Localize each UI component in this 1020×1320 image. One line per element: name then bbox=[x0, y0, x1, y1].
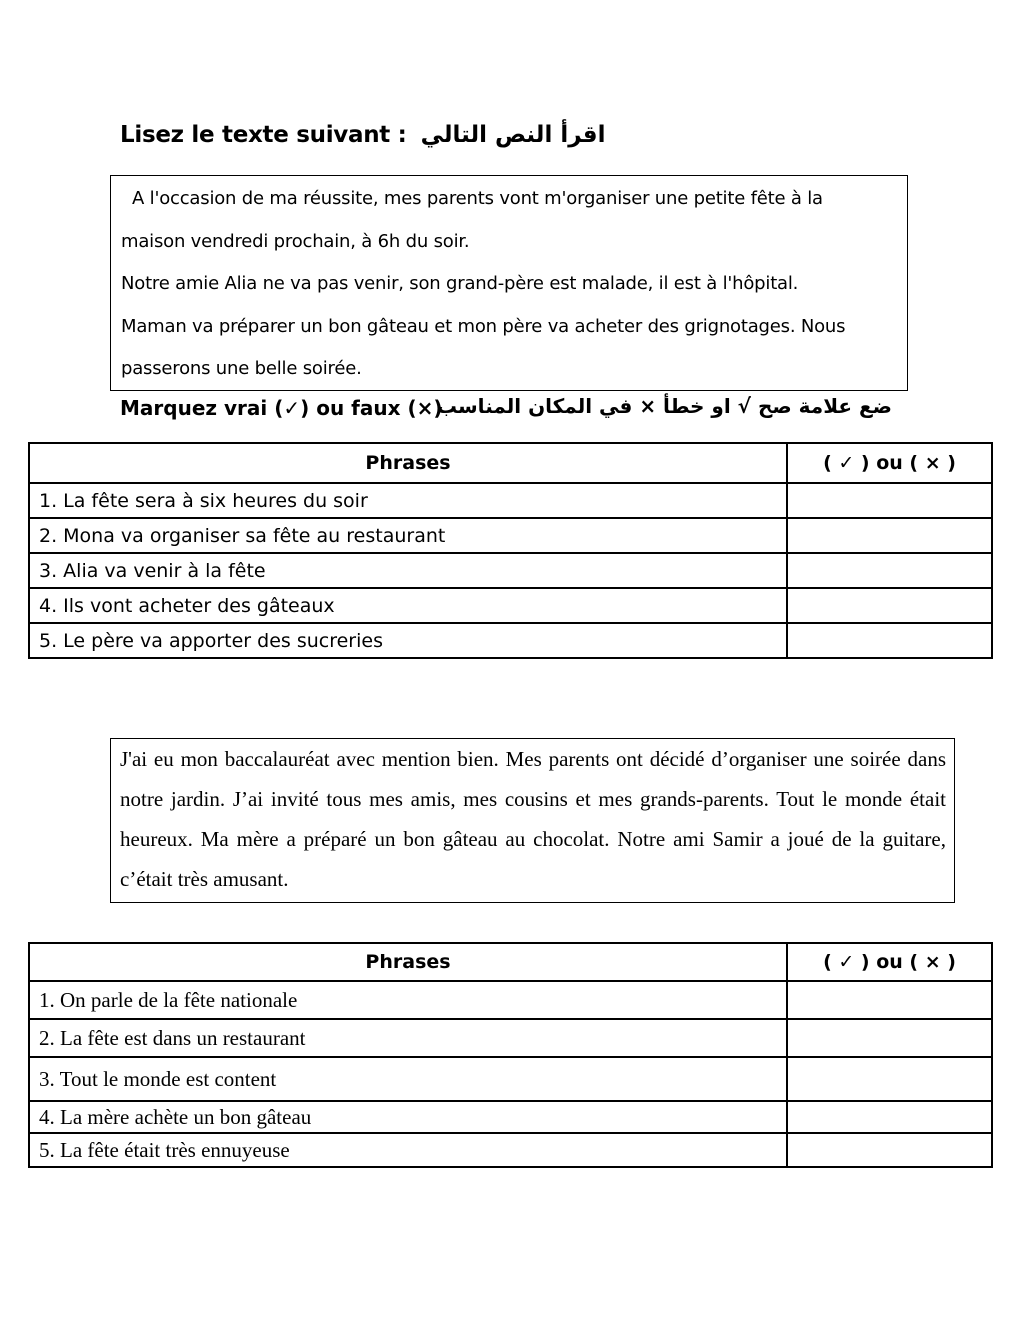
text1-line: passerons une belle soirée. bbox=[121, 358, 362, 379]
answer-cell[interactable] bbox=[787, 1133, 992, 1167]
answer-cell[interactable] bbox=[787, 1057, 992, 1101]
table-row bbox=[29, 1057, 992, 1101]
answer-cell[interactable] bbox=[787, 981, 992, 1019]
statement-cell: 1. La fête sera à six heures du soir bbox=[29, 483, 787, 518]
title-french: Lisez le texte suivant : bbox=[120, 122, 407, 148]
answer-cell[interactable] bbox=[787, 623, 992, 658]
table-header-row bbox=[29, 443, 992, 483]
table-row bbox=[29, 1019, 992, 1057]
page-title bbox=[120, 122, 605, 148]
answer-cell[interactable] bbox=[787, 1019, 992, 1057]
table-row bbox=[29, 553, 992, 588]
table-header-row bbox=[29, 943, 992, 981]
statement-cell: 2. La fête est dans un restaurant bbox=[29, 1019, 787, 1057]
true-false-table-2 bbox=[28, 942, 993, 1168]
statement-cell: 5. Le père va apporter des sucreries bbox=[29, 623, 787, 658]
statement-cell: 1. On parle de la fête nationale bbox=[29, 981, 787, 1019]
answer-cell[interactable] bbox=[787, 553, 992, 588]
true-false-table-1 bbox=[28, 442, 993, 659]
table-row bbox=[29, 518, 992, 553]
statement-cell: 3. Alia va venir à la fête bbox=[29, 553, 787, 588]
statement-cell: 4. Ils vont acheter des gâteaux bbox=[29, 588, 787, 623]
table-row bbox=[29, 623, 992, 658]
statement-cell: 2. Mona va organiser sa fête au restaurant bbox=[29, 518, 787, 553]
header-true-false: ( ✓ ) ou ( × ) bbox=[787, 443, 992, 483]
text1-line: Maman va préparer un bon gâteau et mon père va acheter des grignotages. Nous bbox=[121, 315, 846, 337]
table-row bbox=[29, 981, 992, 1019]
answer-cell[interactable] bbox=[787, 483, 992, 518]
text1-line: Notre amie Alia ne va pas venir, son grand-père est malade, il est à l'hôpital. bbox=[121, 273, 799, 294]
answer-cell[interactable] bbox=[787, 518, 992, 553]
table-row bbox=[29, 1101, 992, 1133]
reading-text-box-1 bbox=[110, 175, 908, 391]
answer-cell[interactable] bbox=[787, 588, 992, 623]
instruction-arabic: ضع علامة صح √ او خطأ × في المكان المناسب bbox=[436, 394, 892, 418]
header-phrases: Phrases bbox=[29, 443, 787, 483]
table-row bbox=[29, 1133, 992, 1167]
statement-cell: 4. La mère achète un bon gâteau bbox=[29, 1101, 787, 1133]
answer-cell[interactable] bbox=[787, 1101, 992, 1133]
reading-text-box-2: J'ai eu mon baccalauréat avec mention bien. Mes parents ont décidé d’organiser une soirée dans notre jardin. J’ai invité tous mes amis, mes cousins et mes grands-parents. Tout le monde était heureux. Ma mère a préparé un bon gâteau au chocolat. Notre ami Samir a joué de la guitare, c’était très amusant. bbox=[110, 738, 955, 903]
header-true-false: ( ✓ ) ou ( × ) bbox=[787, 943, 992, 981]
text1-line: A l'occasion de ma réussite, mes parents vont m'organiser une petite fête à la bbox=[121, 188, 823, 209]
title-arabic: اقرأ النص التالي bbox=[420, 122, 606, 148]
table-row bbox=[29, 588, 992, 623]
table-row bbox=[29, 483, 992, 518]
statement-cell: 5. La fête était très ennuyeuse bbox=[29, 1133, 787, 1167]
text1-line: maison vendredi prochain, à 6h du soir. bbox=[121, 230, 470, 252]
header-phrases: Phrases bbox=[29, 943, 787, 981]
statement-cell: 3. Tout le monde est content bbox=[29, 1057, 787, 1101]
instruction-french: Marquez vrai (✓) ou faux (×) bbox=[120, 396, 443, 420]
